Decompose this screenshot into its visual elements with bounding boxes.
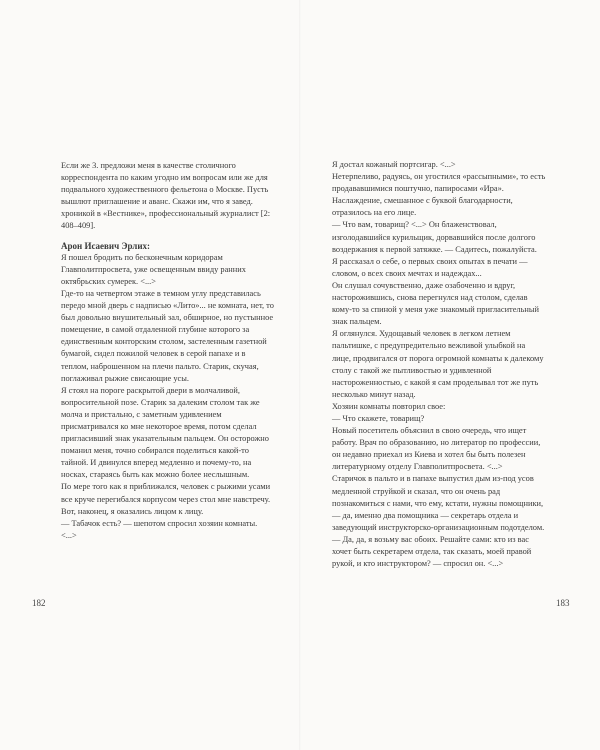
paragraph: Я пошел бродить по бесконечным коридорам Главполитпросвета, уже освещенным ввиду ранних октябрьских сумерек. <...>: [61, 252, 246, 286]
paragraph: По мере того как я приближался, человек с рыжими усами все круче перегибался корпусом через стол мне навстречу.: [61, 482, 271, 504]
paragraph: Я стоял на пороге раскрытой двери в молчаливой, вопросительной позе. Старик за далеким столом так же молча и пристально, с заметным удивлением присматривался ко мне некоторое время, потом сделал пригласивший знак указательным пальцем. Он осторожно поманил меня, точно собирался поделиться какой-то тайной. И двинулся вперед медленно и почему-то, на носках, стараясь быть как можно более неслышным.: [61, 385, 269, 480]
paragraph: Если же 3. предложи меня в качестве столичного корреспондента по каким угодно им вопросам или же для подвального художественного фельетона о Москве. Пусть вышлют приглашение и аванс. Скажи им, что я завед. хроникой в «Вестнике», профессиональный журналист [2: 408–409].: [61, 161, 271, 231]
paragraph: Где-то на четвертом этаже в темном углу представилась передо мной дверь с надписью «Лито»... не комната, нет, то был довольно внушительный зал, обширное, но пустынное помещение, в самой отдаленной глубине которого за единственным конторским столом, застеленным газетной бумагой, сидел пожилой человек в серой папахе и в теплом, наброшенном на плечи пальто. Старик, скучая, поглаживал рыжие свисающие усы.: [61, 288, 274, 383]
page-number-left: 182: [32, 598, 46, 608]
paragraph: Я достал кожаный портсигар. <...>: [332, 160, 456, 169]
paragraph: — Что вам, товарищ? <...> Он блаженствовал, изголодавшийся курильщик, дорвавшийся после долгого воздержания к первой затяжке. — Садитесь, пожалуйста.: [332, 220, 537, 254]
left-page-text: [61, 160, 274, 542]
paragraph: Я рассказал о себе, о первых своих опытах в печати — словом, о всех своих мечтах и надеждах...: [332, 256, 528, 278]
paragraph: Вот, наконец, я оказались лицом к лицу.: [61, 506, 204, 516]
paragraph: — Табачок есть? — шепотом спросил хозяин комнаты. <...>: [61, 518, 258, 540]
paragraph: Новый посетитель объяснил в свою очередь, что ищет работу. Врач по образованию, но литератор по профессии, он недавно приехал из Киева и хотел бы быть полезен литературному отделу Главполитпросвета. <...>: [332, 426, 541, 472]
paragraph: Я оглянулся. Худощавый человек в легком летнем пальтишке, с предупредительно вежливой улыбкой на лице, продвигался от порога огромной комнаты к далекому столу с такой же пытливостью и удивленной настороженностью, с какой я сам проделывал тот же путь несколько минут назад.: [332, 329, 544, 399]
paragraph: Он слушал сочувственно, даже озабоченно и вдруг, насторожившись, снова перегнулся над столом, сделав кому-то за спиной у меня уже знакомый пригласительный знак пальцем.: [332, 280, 540, 327]
paragraph: — Да, да, я возьму вас обоих. Решайте сами: кто из вас хочет быть секретарем отдела, так сказать, моей правой рукой, и кто инструктором? — спросил он. <...>: [332, 534, 532, 569]
paragraph: Нетерпеливо, радуясь, он угостился «рассыпными», то есть продававшимися поштучно, папиросами «Ира». Наслаждение, смешанное с буквой благодарности, отразилось на его лице.: [332, 172, 546, 218]
gutter: [299, 0, 301, 750]
speaker-heading: Арон Исаевич Эрлих:: [61, 240, 151, 251]
paragraph: — Что скажете, товарищ?: [332, 413, 425, 423]
paragraph: Старичок в пальто и в папахе выпустил дым из-под усов медленной струйкой и сказал, что он очень рад познакомиться с нами, что ему, кстати, нужны помощники, — да, именно два помощника — секретарь отдела и заведующий инструкторско-организационным подотделом.: [332, 474, 545, 532]
right-page-text: [332, 159, 546, 570]
page-number-right: 183: [556, 598, 570, 608]
paragraph: Хозяин комнаты повторил свое:: [332, 401, 446, 411]
